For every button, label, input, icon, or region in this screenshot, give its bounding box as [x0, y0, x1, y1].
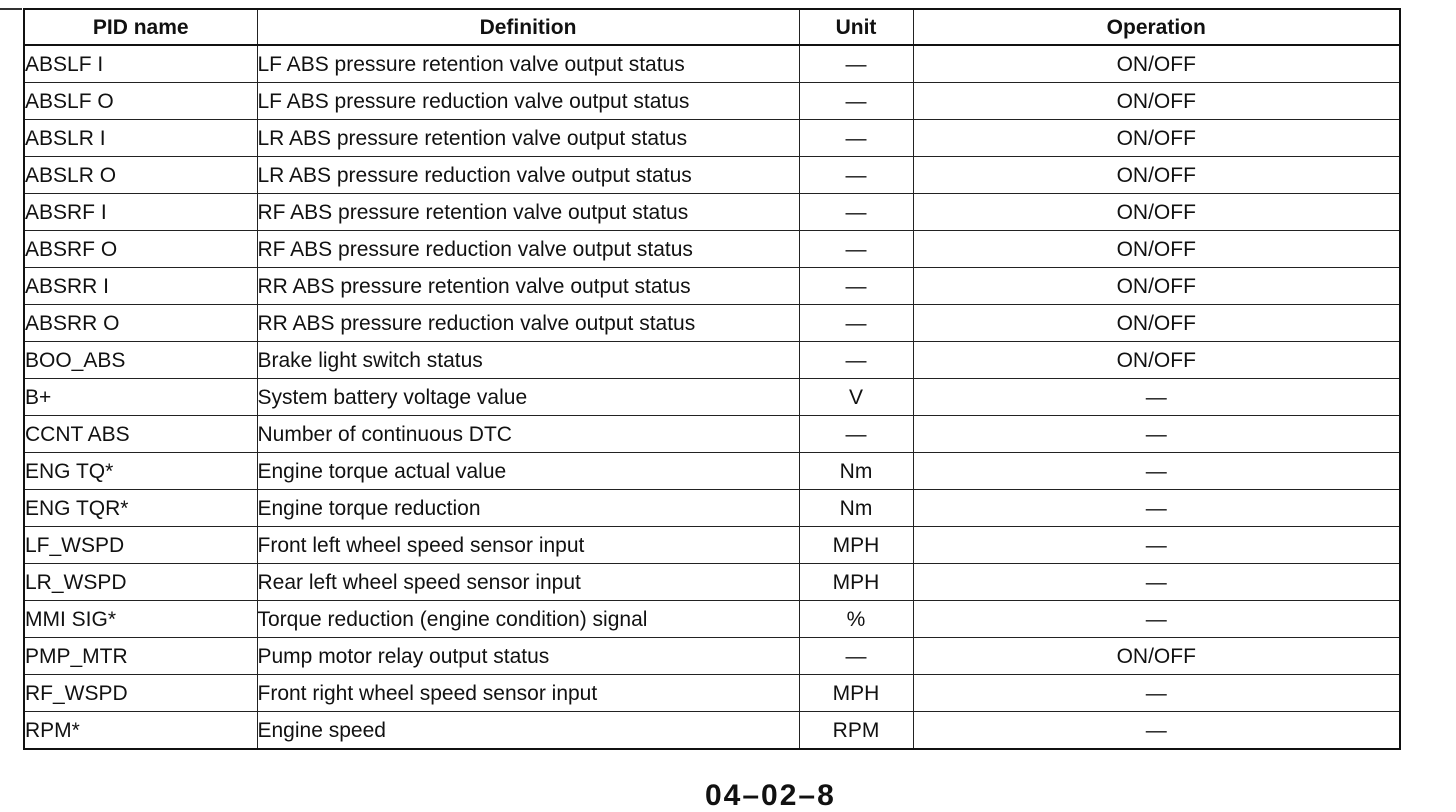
header-unit: Unit — [799, 9, 913, 45]
definition-cell: Pump motor relay output status — [257, 638, 799, 675]
header-operation: Operation — [913, 9, 1400, 45]
pid-name-cell: ABSRF I — [24, 194, 257, 231]
definition-cell: LF ABS pressure retention valve output status — [257, 45, 799, 83]
unit-cell: — — [799, 268, 913, 305]
table-row — [24, 379, 1400, 416]
operation-cell: ON/OFF — [913, 45, 1400, 83]
unit-cell: Nm — [799, 453, 913, 490]
unit-cell: — — [799, 120, 913, 157]
definition-cell: Brake light switch status — [257, 342, 799, 379]
table-row — [24, 45, 1400, 83]
operation-cell: ON/OFF — [913, 194, 1400, 231]
table-row — [24, 453, 1400, 490]
table-row — [24, 712, 1400, 750]
unit-cell: Nm — [799, 490, 913, 527]
table-row — [24, 564, 1400, 601]
top-left-rule — [0, 0, 22, 10]
pid-name-cell: ABSLF O — [24, 83, 257, 120]
unit-cell: — — [799, 83, 913, 120]
pid-name-cell: ENG TQ* — [24, 453, 257, 490]
operation-cell: — — [913, 379, 1400, 416]
operation-cell: — — [913, 564, 1400, 601]
pid-name-cell: ABSRF O — [24, 231, 257, 268]
unit-cell: MPH — [799, 675, 913, 712]
unit-cell: V — [799, 379, 913, 416]
pid-name-cell: LR_WSPD — [24, 564, 257, 601]
definition-cell: LR ABS pressure retention valve output status — [257, 120, 799, 157]
pid-name-cell: ABSRR O — [24, 305, 257, 342]
operation-cell: ON/OFF — [913, 120, 1400, 157]
operation-cell: — — [913, 453, 1400, 490]
pid-name-cell: ABSLR I — [24, 120, 257, 157]
header-definition: Definition — [257, 9, 799, 45]
unit-cell: — — [799, 194, 913, 231]
definition-cell: Engine speed — [257, 712, 799, 750]
table-body — [24, 45, 1400, 749]
operation-cell: ON/OFF — [913, 305, 1400, 342]
pid-name-cell: ABSLF I — [24, 45, 257, 83]
table-row — [24, 490, 1400, 527]
table-row — [24, 675, 1400, 712]
definition-cell: LR ABS pressure reduction valve output status — [257, 157, 799, 194]
pid-name-cell: MMI SIG* — [24, 601, 257, 638]
table-row — [24, 601, 1400, 638]
pid-table — [23, 8, 1401, 750]
unit-cell: — — [799, 305, 913, 342]
operation-cell: — — [913, 490, 1400, 527]
definition-cell: LF ABS pressure reduction valve output status — [257, 83, 799, 120]
definition-cell: Front left wheel speed sensor input — [257, 527, 799, 564]
operation-cell: ON/OFF — [913, 231, 1400, 268]
pid-name-cell: CCNT ABS — [24, 416, 257, 453]
definition-cell: Engine torque actual value — [257, 453, 799, 490]
definition-cell: Number of continuous DTC — [257, 416, 799, 453]
table-row — [24, 231, 1400, 268]
unit-cell: MPH — [799, 564, 913, 601]
unit-cell: — — [799, 638, 913, 675]
operation-cell: ON/OFF — [913, 83, 1400, 120]
operation-cell: ON/OFF — [913, 638, 1400, 675]
unit-cell: RPM — [799, 712, 913, 750]
table-row — [24, 305, 1400, 342]
definition-cell: RF ABS pressure reduction valve output status — [257, 231, 799, 268]
pid-name-cell: ENG TQR* — [24, 490, 257, 527]
table-row — [24, 527, 1400, 564]
pid-name-cell: RPM* — [24, 712, 257, 750]
operation-cell: ON/OFF — [913, 342, 1400, 379]
unit-cell: — — [799, 157, 913, 194]
table-row — [24, 157, 1400, 194]
unit-cell: — — [799, 231, 913, 268]
unit-cell: — — [799, 416, 913, 453]
unit-cell: — — [799, 45, 913, 83]
unit-cell: MPH — [799, 527, 913, 564]
operation-cell: — — [913, 712, 1400, 750]
pid-name-cell: LF_WSPD — [24, 527, 257, 564]
operation-cell: — — [913, 675, 1400, 712]
definition-cell: RR ABS pressure retention valve output status — [257, 268, 799, 305]
definition-cell: Rear left wheel speed sensor input — [257, 564, 799, 601]
operation-cell: — — [913, 416, 1400, 453]
definition-cell: RR ABS pressure reduction valve output status — [257, 305, 799, 342]
operation-cell: ON/OFF — [913, 157, 1400, 194]
page-number: 04–02–8 — [705, 779, 836, 812]
pid-name-cell: PMP_MTR — [24, 638, 257, 675]
pid-name-cell: B+ — [24, 379, 257, 416]
operation-cell: — — [913, 527, 1400, 564]
definition-cell: System battery voltage value — [257, 379, 799, 416]
operation-cell: — — [913, 601, 1400, 638]
pid-name-cell: ABSRR I — [24, 268, 257, 305]
pid-name-cell: RF_WSPD — [24, 675, 257, 712]
table-row — [24, 638, 1400, 675]
table-row — [24, 83, 1400, 120]
pid-name-cell: BOO_ABS — [24, 342, 257, 379]
definition-cell: Front right wheel speed sensor input — [257, 675, 799, 712]
operation-cell: ON/OFF — [913, 268, 1400, 305]
table-row — [24, 194, 1400, 231]
unit-cell: — — [799, 342, 913, 379]
header-pid-name: PID name — [24, 9, 257, 45]
definition-cell: RF ABS pressure retention valve output status — [257, 194, 799, 231]
unit-cell: % — [799, 601, 913, 638]
definition-cell: Engine torque reduction — [257, 490, 799, 527]
table-header-row — [24, 9, 1400, 45]
table-row — [24, 120, 1400, 157]
table-row — [24, 268, 1400, 305]
table-row — [24, 416, 1400, 453]
definition-cell: Torque reduction (engine condition) signal — [257, 601, 799, 638]
pid-name-cell: ABSLR O — [24, 157, 257, 194]
table-row — [24, 342, 1400, 379]
